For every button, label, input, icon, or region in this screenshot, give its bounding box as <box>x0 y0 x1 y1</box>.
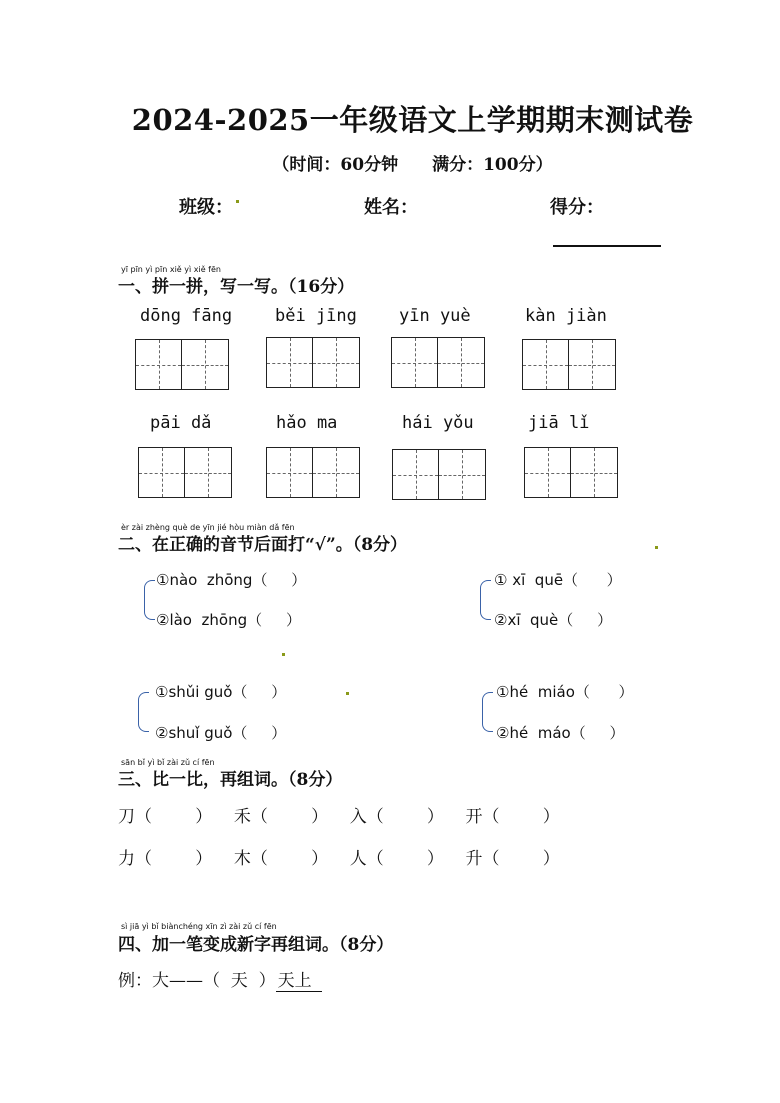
time-info: （时间：60分钟 <box>272 155 399 175</box>
writing-grid[interactable] <box>391 337 485 388</box>
exam-info <box>0 150 780 175</box>
q1-pinyin-2: běi jīng <box>275 306 357 326</box>
example-answer: 天上 <box>276 971 322 992</box>
q1-pinyin-8: jiā lǐ <box>528 413 590 433</box>
q3-pinyin-annotation: sān bǐ yì bǐ zài zǔ cí fēn <box>121 758 215 767</box>
speck <box>282 653 285 656</box>
writing-grid[interactable] <box>135 339 229 390</box>
q4-pinyin-annotation: sì jiā yì bǐ biànchéng xīn zì zài zǔ cí fēn <box>121 922 277 931</box>
writing-grid[interactable] <box>524 447 618 498</box>
speck <box>236 200 239 203</box>
q1-pinyin-annotation: yī pīn yì pīn xiě yì xiě fēn <box>121 265 221 274</box>
speck <box>655 546 658 549</box>
score-label: 得分： <box>550 197 604 218</box>
brace-icon <box>144 580 155 620</box>
example-prefix: 例：大——（ 天 ） <box>118 971 276 991</box>
option-a2[interactable]: ②lào zhōng（ ） <box>156 611 301 629</box>
writing-grid[interactable] <box>266 337 360 388</box>
q1-pinyin-6: hǎo ma <box>276 413 338 433</box>
option-b2[interactable]: ②xī què（ ） <box>494 611 613 629</box>
option-a1[interactable]: ①nào zhōng（ ） <box>156 571 307 589</box>
writing-grid[interactable] <box>138 447 232 498</box>
option-c1[interactable]: ①shǔi guǒ（ ） <box>155 683 287 701</box>
option-d2[interactable]: ②hé máo（ ） <box>496 724 625 742</box>
brace-icon <box>480 580 491 620</box>
score-info: 满分：100分） <box>432 155 553 175</box>
q1-pinyin-1: dōng fāng <box>140 306 233 326</box>
q1-heading: 一、拼一拼，写一写。（16分） <box>118 277 355 297</box>
writing-grid[interactable] <box>392 449 486 500</box>
page-title: 2024-2025一年级语文上学期期末测试卷 <box>131 103 694 137</box>
option-c2[interactable]: ②shuǐ guǒ（ ） <box>155 724 287 742</box>
q1-pinyin-5: pāi dǎ <box>150 413 212 433</box>
q3-heading: 三、比一比，再组词。（8分） <box>118 770 343 790</box>
q1-pinyin-4: kàn jiàn <box>525 306 607 326</box>
q2-pinyin-annotation: èr zài zhèng què de yīn jié hòu miàn dǎ fēn <box>121 523 295 532</box>
q4-heading: 四、加一笔变成新字再组词。（8分） <box>118 935 394 955</box>
compare-row-2[interactable]: 力（ ） 木（ ） 人（ ） 升（ ） <box>118 849 560 869</box>
writing-grid[interactable] <box>266 447 360 498</box>
option-d1[interactable]: ①hé miáo（ ） <box>496 683 634 701</box>
example-line <box>118 966 322 991</box>
score-blank[interactable] <box>553 245 661 247</box>
writing-grid[interactable] <box>522 339 616 390</box>
q2-heading: 二、在正确的音节后面打“√”。（8分） <box>118 535 408 555</box>
q1-pinyin-3: yīn yuè <box>399 306 471 326</box>
compare-row-1[interactable]: 刀（ ） 禾（ ） 入（ ） 开（ ） <box>118 807 560 827</box>
q1-pinyin-7: hái yǒu <box>402 413 474 433</box>
name-label: 姓名： <box>364 197 418 218</box>
brace-icon <box>482 692 493 732</box>
brace-icon <box>138 692 149 732</box>
option-b1[interactable]: ① xī quē（ ） <box>494 571 622 589</box>
speck <box>346 692 349 695</box>
class-label: 班级： <box>179 197 233 218</box>
